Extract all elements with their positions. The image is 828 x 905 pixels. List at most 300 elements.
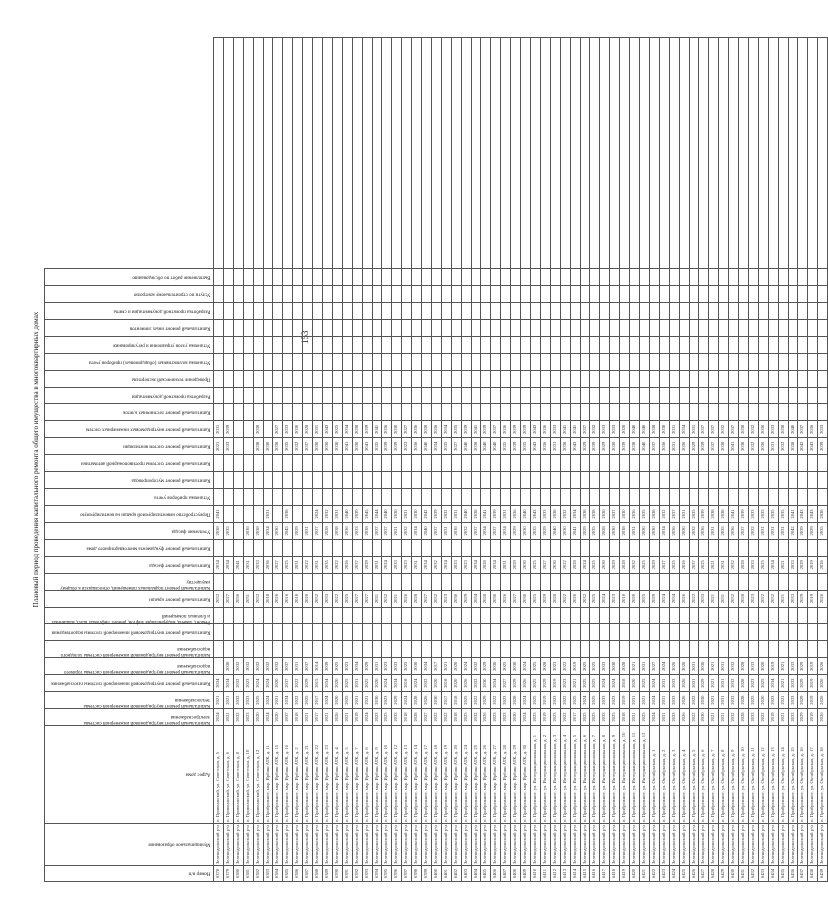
year-cell [620, 539, 630, 556]
year-cell: 2039 [521, 421, 531, 438]
table-row [501, 38, 511, 882]
year-cell [372, 38, 382, 269]
address-cell: п. Прибрежное, ул. Интернациональная, д. 11 [630, 726, 640, 824]
address-cell: п. Прибрежное, ул. Октябрьская, д. 11 [748, 726, 758, 824]
table-row [303, 38, 313, 882]
year-cell [659, 624, 669, 641]
year-cell [748, 269, 758, 286]
year-cell [788, 641, 798, 658]
year-cell: 2035 [719, 522, 729, 539]
year-cell: 2034 [679, 421, 689, 438]
year-cell: 2023 [372, 709, 382, 726]
year-cell [293, 336, 303, 353]
year-cell: 2026 [461, 675, 471, 692]
year-cell [778, 302, 788, 319]
year-cell: 2037 [303, 658, 313, 675]
municipality-cell: Зеленодольский р-н [501, 824, 511, 866]
year-cell [521, 455, 531, 472]
year-cell [798, 455, 808, 472]
year-cell: 2033 [788, 556, 798, 573]
year-cell: 2026 [679, 675, 689, 692]
year-cell [263, 539, 273, 556]
year-cell: 2038 [630, 438, 640, 455]
year-cell [798, 404, 808, 421]
year-cell [630, 539, 640, 556]
year-cell [342, 573, 352, 590]
row-number-cell: 6402 [451, 866, 461, 882]
year-cell [253, 624, 263, 641]
year-cell: 2030 [431, 692, 441, 709]
year-cell [451, 641, 461, 658]
address-cell: п. Прибрежное, ул. Интернациональная, д. 8 [600, 726, 610, 824]
row-number-cell: 6428 [709, 866, 719, 882]
year-cell: 2030 [521, 556, 531, 573]
year-cell [273, 455, 283, 472]
year-cell [332, 489, 342, 506]
year-cell [818, 269, 828, 286]
year-cell: 2022 [560, 590, 570, 607]
year-cell [253, 489, 263, 506]
year-cell [313, 539, 323, 556]
year-cell: 2026 [501, 590, 511, 607]
column-header [45, 286, 214, 303]
column-header-label: Разработка проектной документации и сметы [113, 308, 210, 314]
year-cell: 2024 [580, 556, 590, 573]
year-cell [758, 370, 768, 387]
year-cell: 2045 [283, 522, 293, 539]
year-cell [808, 319, 818, 336]
year-cell [620, 336, 630, 353]
year-cell [719, 573, 729, 590]
year-cell [214, 387, 224, 404]
year-cell [372, 539, 382, 556]
table-row [521, 38, 531, 882]
year-cell: 2037 [352, 556, 362, 573]
year-cell [273, 387, 283, 404]
year-cell [511, 286, 521, 303]
year-cell: 2035 [501, 438, 511, 455]
year-cell [659, 455, 669, 472]
year-cell [313, 641, 323, 658]
year-cell [768, 404, 778, 421]
year-cell: 2043 [808, 438, 818, 455]
year-cell: 2017 [313, 709, 323, 726]
year-cell: 2040 [481, 438, 491, 455]
municipality-cell: Зеленодольский р-н [223, 824, 233, 866]
year-cell: 2031 [501, 506, 511, 523]
year-cell: 2042 [788, 522, 798, 539]
year-cell: 2025 [283, 556, 293, 573]
year-cell [818, 472, 828, 489]
year-cell [491, 624, 501, 641]
year-cell: 2034 [659, 522, 669, 539]
year-cell [392, 38, 402, 269]
year-cell [560, 404, 570, 421]
year-cell [739, 472, 749, 489]
year-cell: 2021 [570, 675, 580, 692]
year-cell [342, 38, 352, 269]
column-header-label: Разработка проектной документации [131, 393, 210, 399]
year-cell [788, 370, 798, 387]
table-row [273, 38, 283, 882]
year-cell: 2023 [342, 658, 352, 675]
year-cell [590, 286, 600, 303]
year-cell [322, 404, 332, 421]
year-cell [709, 573, 719, 590]
year-cell: 2023 [243, 709, 253, 726]
year-cell [639, 539, 649, 556]
year-cell: 2031 [313, 556, 323, 573]
year-cell: 2021 [778, 590, 788, 607]
year-cell [322, 624, 332, 641]
municipality-cell: Зеленодольский р-н [431, 824, 441, 866]
year-cell: 2025 [570, 692, 580, 709]
year-cell [659, 489, 669, 506]
year-cell [600, 302, 610, 319]
year-cell [699, 607, 709, 624]
year-cell: 2028 [412, 709, 422, 726]
year-cell: 2032 [253, 658, 263, 675]
year-cell [808, 624, 818, 641]
year-cell [372, 336, 382, 353]
year-cell [412, 607, 422, 624]
year-cell [382, 641, 392, 658]
year-cell: 2034 [214, 675, 224, 692]
year-cell: 2038 [352, 421, 362, 438]
year-cell [630, 624, 640, 641]
year-cell: 2038 [620, 522, 630, 539]
year-cell [540, 269, 550, 286]
year-cell [630, 286, 640, 303]
year-cell: 2026 [679, 692, 689, 709]
year-cell [322, 472, 332, 489]
year-cell [491, 404, 501, 421]
year-cell: 2032 [768, 590, 778, 607]
year-cell: 2036 [758, 438, 768, 455]
year-cell: 2033 [610, 421, 620, 438]
year-cell [431, 319, 441, 336]
year-cell [739, 269, 749, 286]
year-cell: 2021 [630, 658, 640, 675]
year-cell [441, 319, 451, 336]
year-cell: 2023 [451, 556, 461, 573]
year-cell [540, 489, 550, 506]
year-cell [461, 489, 471, 506]
municipality-cell: Зеленодольский р-н [481, 824, 491, 866]
year-cell: 2031 [372, 590, 382, 607]
year-cell: 2030 [313, 438, 323, 455]
year-cell [233, 286, 243, 303]
table-row [412, 38, 422, 882]
year-cell [758, 624, 768, 641]
municipality-cell: Зеленодольский р-н [739, 824, 749, 866]
year-cell: 2032 [729, 590, 739, 607]
year-cell: 2021 [441, 658, 451, 675]
year-cell [748, 624, 758, 641]
table-row [610, 38, 620, 882]
year-cell [431, 573, 441, 590]
year-cell [422, 607, 432, 624]
year-cell [422, 269, 432, 286]
year-cell [709, 302, 719, 319]
year-cell [511, 641, 521, 658]
address-cell: п. Прибрежное, мкр. Ирбиш АТК, д. 23 [322, 726, 332, 824]
year-cell [293, 624, 303, 641]
row-number-cell: 6392 [352, 866, 362, 882]
year-cell [630, 269, 640, 286]
municipality-cell: Зеленодольский р-н [679, 824, 689, 866]
year-cell [600, 641, 610, 658]
year-cell [758, 269, 768, 286]
year-cell [481, 607, 491, 624]
year-cell [818, 404, 828, 421]
year-cell [303, 539, 313, 556]
year-cell: 2033 [788, 658, 798, 675]
year-cell: 2019 [808, 556, 818, 573]
year-cell: 2032 [580, 590, 590, 607]
year-cell: 2023 [550, 692, 560, 709]
year-cell [659, 641, 669, 658]
table-title: Плановый период проведения капитального ремонта общего имущества в многоквартирных домах [32, 311, 40, 608]
address-cell: п. Прибрежное, ул. Интернациональная, д. 4 [560, 726, 570, 824]
year-cell: 2032 [293, 438, 303, 455]
year-cell [481, 336, 491, 353]
year-cell [322, 286, 332, 303]
year-cell [392, 302, 402, 319]
year-cell: 2027 [313, 522, 323, 539]
year-cell [778, 336, 788, 353]
address-cell: п. Прибрежное, ул. Октябрьская, д. 8 [719, 726, 729, 824]
year-cell [709, 38, 719, 269]
year-cell [798, 472, 808, 489]
year-cell [748, 336, 758, 353]
year-cell [768, 302, 778, 319]
year-cell [491, 387, 501, 404]
row-number-cell: 6425 [679, 866, 689, 882]
year-cell: 2032 [729, 675, 739, 692]
year-cell: 2020 [372, 675, 382, 692]
row-number-cell: 6390 [332, 866, 342, 882]
year-cell [303, 506, 313, 523]
year-cell: 2034 [491, 556, 501, 573]
year-cell [521, 353, 531, 370]
year-cell [630, 387, 640, 404]
table-body [214, 38, 828, 882]
year-cell: 2028 [739, 709, 749, 726]
year-cell: 2029 [798, 675, 808, 692]
year-cell [501, 489, 511, 506]
year-cell [332, 286, 342, 303]
year-cell: 2022 [332, 590, 342, 607]
year-cell [451, 387, 461, 404]
year-cell [729, 489, 739, 506]
year-cell [531, 624, 541, 641]
year-cell: 2023 [402, 438, 412, 455]
municipality-cell: Зеленодольский р-н [293, 824, 303, 866]
year-cell [471, 539, 481, 556]
year-cell [639, 573, 649, 590]
year-cell: 2035 [689, 506, 699, 523]
year-cell: 2029 [511, 675, 521, 692]
year-cell [431, 370, 441, 387]
year-cell [471, 286, 481, 303]
year-cell: 2032 [729, 709, 739, 726]
year-cell: 2026 [481, 709, 491, 726]
municipality-cell: Зеленодольский р-н [451, 824, 461, 866]
municipality-cell: Зеленодольский р-н [600, 824, 610, 866]
year-cell [372, 404, 382, 421]
year-cell: 2028 [620, 556, 630, 573]
year-cell: 2025 [580, 658, 590, 675]
address-cell: п. Прибрежное, ул. Интернациональная, д. 9 [610, 726, 620, 824]
year-cell [778, 472, 788, 489]
year-cell [303, 641, 313, 658]
year-cell [798, 573, 808, 590]
year-cell [729, 370, 739, 387]
year-cell: 2030 [610, 658, 620, 675]
year-cell: 2028 [511, 692, 521, 709]
year-cell [570, 455, 580, 472]
year-cell: 2032 [402, 522, 412, 539]
year-cell: 2025 [501, 658, 511, 675]
year-cell: 2026 [332, 709, 342, 726]
year-cell: 2014 [313, 658, 323, 675]
year-cell [798, 302, 808, 319]
year-cell [699, 472, 709, 489]
year-cell [233, 269, 243, 286]
year-cell [590, 319, 600, 336]
year-cell: 2031 [263, 506, 273, 523]
year-cell [540, 302, 550, 319]
year-cell [422, 387, 432, 404]
year-cell [253, 455, 263, 472]
row-number-cell: 6431 [739, 866, 749, 882]
year-cell [620, 404, 630, 421]
year-cell [263, 472, 273, 489]
year-cell [283, 336, 293, 353]
year-cell [332, 387, 342, 404]
year-cell [778, 286, 788, 303]
year-cell [659, 472, 669, 489]
year-cell [441, 286, 451, 303]
year-cell: 2025 [590, 658, 600, 675]
year-cell [233, 624, 243, 641]
year-cell [689, 641, 699, 658]
municipality-cell: Зеленодольский р-н [778, 824, 788, 866]
municipality-cell: Зеленодольский р-н [332, 824, 342, 866]
year-cell [283, 302, 293, 319]
year-cell: 2025 [303, 692, 313, 709]
year-cell [441, 624, 451, 641]
year-cell: 2027 [422, 709, 432, 726]
year-cell [451, 455, 461, 472]
year-cell: 2039 [352, 506, 362, 523]
row-number-cell: 6421 [639, 866, 649, 882]
year-cell [531, 489, 541, 506]
year-cell [431, 302, 441, 319]
year-cell [303, 38, 313, 269]
year-cell [243, 38, 253, 269]
year-cell [303, 387, 313, 404]
municipality-cell: Зеленодольский р-н [639, 824, 649, 866]
year-cell [600, 573, 610, 590]
year-cell [719, 387, 729, 404]
column-header-label: Ремонт, замена, модернизация лифтов, ремонт лифтовых шахт, машинных и блочных помещений [51, 613, 210, 624]
year-cell: 2019 [352, 709, 362, 726]
year-cell [729, 286, 739, 303]
year-cell: 2031 [630, 522, 640, 539]
year-cell: 2038 [471, 506, 481, 523]
year-cell [441, 269, 451, 286]
year-cell [689, 302, 699, 319]
year-cell [758, 336, 768, 353]
year-cell: 2033 [253, 556, 263, 573]
year-cell [818, 455, 828, 472]
year-cell: 2035 [818, 522, 828, 539]
year-cell [223, 472, 233, 489]
year-cell: 2025 [590, 692, 600, 709]
year-cell [233, 38, 243, 269]
year-cell [332, 624, 342, 641]
municipality-cell: Зеленодольский р-н [610, 824, 620, 866]
year-cell [610, 336, 620, 353]
column-header-label: Проведение технической экспертизы [131, 376, 210, 382]
year-cell [461, 573, 471, 590]
year-cell [649, 38, 659, 269]
year-cell [422, 624, 432, 641]
year-cell [808, 607, 818, 624]
year-cell [600, 539, 610, 556]
address-cell: п. Прибрежное, мкр. Ирбиш АТК, д. 8 [362, 726, 372, 824]
year-cell [669, 387, 679, 404]
year-cell [669, 353, 679, 370]
year-cell: 2026 [342, 556, 352, 573]
row-number-cell: 6438 [808, 866, 818, 882]
year-cell [273, 302, 283, 319]
year-cell [372, 387, 382, 404]
year-cell [630, 336, 640, 353]
year-cell [253, 302, 263, 319]
year-cell [699, 573, 709, 590]
year-cell [501, 370, 511, 387]
year-cell [630, 573, 640, 590]
year-cell [610, 370, 620, 387]
year-cell: 2036 [412, 438, 422, 455]
year-cell [610, 319, 620, 336]
year-cell: 2035 [768, 506, 778, 523]
year-cell [639, 353, 649, 370]
table-row [570, 38, 580, 882]
year-cell: 2019 [808, 590, 818, 607]
year-cell [699, 539, 709, 556]
year-cell [253, 387, 263, 404]
year-cell [620, 38, 630, 269]
year-cell: 2030 [600, 506, 610, 523]
year-cell [481, 539, 491, 556]
year-cell [758, 286, 768, 303]
year-cell [798, 641, 808, 658]
year-cell: 2018 [263, 590, 273, 607]
year-cell [729, 641, 739, 658]
year-cell [223, 286, 233, 303]
year-cell [332, 336, 342, 353]
row-number-cell: 6389 [322, 866, 332, 882]
row-number-cell: 6419 [620, 866, 630, 882]
year-cell: 2022 [758, 709, 768, 726]
year-cell [679, 539, 689, 556]
year-cell [313, 472, 323, 489]
year-cell [639, 336, 649, 353]
